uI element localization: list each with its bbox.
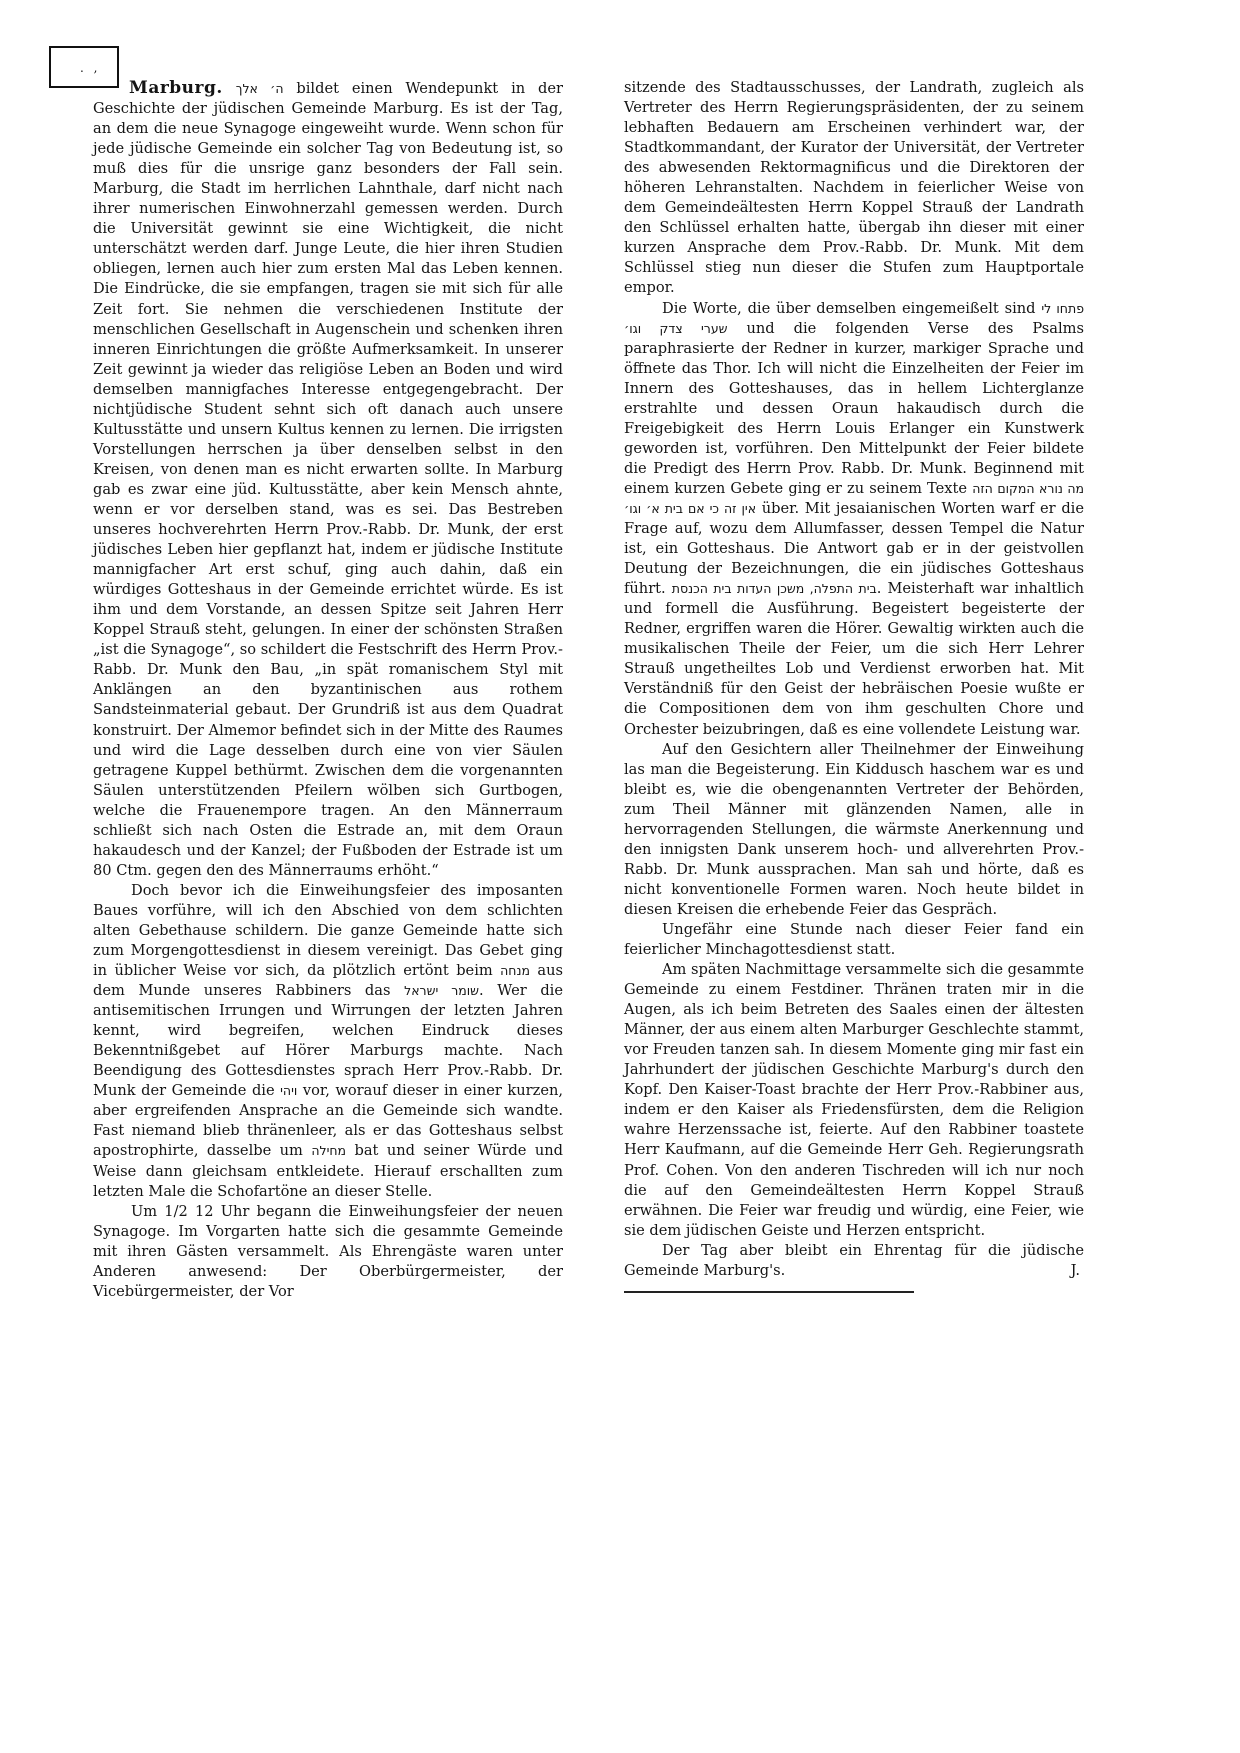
hebrew-word-1: מנחה xyxy=(500,963,530,979)
author-signature: J. xyxy=(1070,1261,1080,1279)
hebrew-phrase: ה׳ אלך xyxy=(235,81,284,96)
farewell-text-4: vor, worauf dieser in einer kurzen, aber ergreifenden Ansprache an die Gemeinde sich wandte. Fast niemand blieb thränenleer, als er das Gotteshaus selbst apostrophirte, dasselbe um xyxy=(93,1082,563,1160)
hebrew-word-4: מחילה xyxy=(311,1143,347,1159)
corner-mark: . , xyxy=(80,61,101,75)
sermon-text-3: über. Mit jesaianischen Worten warf er die Frage auf, wozu dem Allumfasser, dessen Tempel die Natur ist, ein Gotteshaus. Die Antwort gab er in der geistvollen Deutung der Bezeichnungen, die ein jüdisches Gotteshaus führt. xyxy=(624,499,1084,598)
hebrew-verse-2: מה נורא המקום הזה אין זה כי אם בית א׳ וגו׳ xyxy=(624,480,1085,516)
end-rule xyxy=(624,1291,914,1293)
hebrew-word-2: שומר ישראל xyxy=(404,983,480,999)
farewell-text-3: . Wer die antisemitischen Irrungen und Wirrungen der letzten Jahren kennt, wird begreifen, welchen Eindruck dieses Bekenntnißgebet auf Hörer Marburgs machte. Nach Beendigung des Gottesdienstes sprach Herr Prov.-Rabb. Dr. Munk der Gemeinde die xyxy=(93,982,563,1100)
festdiner-paragraph: Am späten Nachmittage versammelte sich die gesammte Gemeinde zu einem Festdiner. Thränen traten mir in die Augen, als ich beim Betreten des Saales einen der ältesten Männer, der aus einem alten Marburger Geschlechte stammt, vor Freuden tanzen sah. In diesem Momente ging mir fast ein Jahrhundert der jüdischen Geschichte Marburg's durch den Kopf. Den Kaiser-Toast brachte der Herr Prov.-Rabbiner aus, indem er den Kaiser als Friedensfürsten, dem die Religion wahre Herzenssache ist, feierte. Auf den Rabbiner toastete Herr Kaufmann, auf die Gemeinde Herr Geh. Regierungsrath Prof. Cohen. Von den anderen Tischreden will ich nur noch die auf den Gemeindeältesten Herrn Koppel Strauß erwähnen. Die Feier war freudig und würdig, eine Feier, wie sie dem jüdischen Geiste und Herzen entspricht. xyxy=(624,961,1084,1239)
opening-paragraph-text: bildet einen Wendepunkt in der Geschichte der jüdischen Gemeinde Marburg. Es ist der Tag, an dem die neue Synagoge eingeweiht wurde. Wenn schon für jede jüdische Gemeinde ein solcher Tag von Bedeutung ist, so muß dies für die unsrige ganz besonders der Fall sein. Marburg, die Stadt im herrlichen Lahnthale, darf nicht nach ihrer numerischen Einwohnerzahl gemessen werden. Durch die Universität gewinnt sie eine Wichtigkeit, die nicht unterschätzt werden darf. Junge Leute, die hier ihren Studien obliegen, lernen auch hier zum ersten Mal das Leben kennen. Die Eindrücke, die sie empfangen, tragen sie mit sich für alle Zeit fort. Sie nehmen die verschiedenen Institute der menschlichen Gesellschaft in Augenschein und schenken ihren inneren Einrichtungen die größte Aufmerksamkeit. In unserer Zeit gewinnt ja wieder das religiöse Leben an Boden und wird demselben mannigfaches Interesse entgegengebracht. Der nichtjüdische Student sehnt sich oft danach auch unsere Kultusstätte und unsern Kultus kennen zu lernen. Die irrigsten Vorstellungen herrschen ja über denselben selbst in den Kreisen, von denen man es nicht erwarten sollte. In Marburg gab es zwar eine jüd. Kultusstätte, aber kein Mensch ahnte, wenn er vor derselben stand, was es sei. Das Bestreben unseres hochverehrten Herrn Prov.-Rabb. Dr. Munk, der erst jüdisches Leben hier gepflanzt hat, indem er jüdische Institute mannigfacher Art erst schuf, ging auch dahin, daß ein würdiges Gotteshaus in der Gemeinde errichtet würde. Es ist ihm und dem Vorstande, an dessen Spitze seit Jahren Herr Koppel Strauß steht, gelungen. In einer der schönsten Straßen „ist die Synagoge“, so schildert die Festschrift des Herrn Prov.-Rabb. Dr. Munk den Bau, „in spät romanischem Styl mit Anklängen an den byzantinischen aus rothem Sandsteinmaterial gebaut. Der Grundriß ist aus dem Quadrat konstruirt. Der Almemor befindet sich in der Mitte des Raumes und wird die Lage desselben durch eine von vier Säulen getragene Kuppel bethürmt. Zwischen dem die vorgenannten Säulen unterstützenden Pfeilern wölben sich Gurtbogen, welche die Frauenempore tragen. An den Männerraum schließt sich nach Osten die Estrade an, mit dem Oraun hakaudesch und der Kanzel; der Fußboden der Estrade ist um 80 Ctm. gegen den des Männerraums erhöht.“ xyxy=(93,80,564,879)
hebrew-word-3: ויהי xyxy=(280,1083,298,1099)
farewell-paragraph xyxy=(93,881,563,1202)
mincha-paragraph: Ungefähr eine Stunde nach dieser Feier fand ein feierlicher Minchagottesdienst statt. xyxy=(624,920,1084,959)
ceremony-paragraph: Um 1/2 12 Uhr begann die Einweihungsfeier der neuen Synagoge. Im Vorgarten hatte sich die gesammte Gemeinde mit ihren Gästen versammelt. Als Ehrengäste waren unter Anderen anwesend: Der Oberbürgermeister, der Vicebürgermeister, der Vor xyxy=(93,1202,563,1300)
closing-paragraph: Der Tag aber bleibt ein Ehrentag für die jüdische Gemeinde Marburg's. xyxy=(624,1241,1084,1279)
farewell-text-1: Doch bevor ich die Einweihungsfeier des imposanten Baues vorführe, will ich den Abschied von dem schlichten alten Gebethause schildern. Die ganze Gemeinde hatte sich zum Morgengottesdienst in diesem vereinigt. Das Gebet ging in üblicher Weise vor sich, da plötzlich ertönt beim xyxy=(93,881,563,980)
farewell-text-2: aus dem Munde unseres Rabbiners das xyxy=(93,962,563,1000)
opening-paragraph xyxy=(93,78,563,881)
sermon-paragraph xyxy=(624,299,1084,740)
sermon-text-2: und die folgenden Verse des Psalms paraphrasierte der Redner in kurzer, markiger Sprache und öffnete das Thor. Ich will nicht die Einzelheiten der Feier im Innern des Gotteshauses, das in hellem Lichterglanze erstrahlte und dessen Oraun hakaudisch durch die Freigebigkeit des Herrn Louis Erlanger ein Kunstwerk geworden ist, vorführen. Den Mittelpunkt der Feier bildete die Predigt des Herrn Prov. Rabb. Dr. Munk. Beginnend mit einem kurzen Gebete ging er zu seinem Texte xyxy=(624,319,1084,497)
guests-paragraph: sitzende des Stadtausschusses, der Landrath, zugleich als Vertreter des Herrn Regierungspräsidenten, der zu seinem lebhaften Bedauern am Erscheinen verhindert war, der Stadtkommandant, der Kurator der Universität, der Vertreter des abwesenden Rektormagnificus und die Direktoren der höheren Lehranstalten. Nachdem in feierlicher Weise von dem Gemeindeältesten Herrn Koppel Strauß der Landrath den Schlüssel erhalten hatte, übergab ihn dieser mit einer kurzen Ansprache dem Prov.-Rabb. Dr. Munk. Mit dem Schlüssel stieg nun dieser die Stufen zum Hauptportale empor. xyxy=(624,79,1084,297)
sermon-text-1: Die Worte, die über demselben eingemeißelt sind xyxy=(662,299,1042,317)
place-heading: Marburg. xyxy=(129,78,223,98)
farewell-text-5: bat und seiner Würde und Weise dann gleichsam entkleidete. Hierauf erschallten zum letzten Male die Schofartöne an dieser Stelle. xyxy=(93,1142,563,1200)
enthusiasm-paragraph: Auf den Gesichtern aller Theilnehmer der Einweihung las man die Begeisterung. Ein Kiddusch haschem war es und bleibt es, wie die obengenannten Vertreter der Behörden, zum Theil Männer mit glänzenden Namen, alle in hervorragenden Stellungen, die wärmste Anerkennung und den innigsten Dank unserem hoch- und allverehrten Prov.-Rabb. Dr. Munk aussprachen. Man sah und hörte, daß es nicht konventionelle Formen waren. Noch heute bildet in diesen Kreisen die erhebende Feier das Gespräch. xyxy=(624,740,1084,918)
sermon-text-4: . Meisterhaft war inhaltlich und formell die Ausführung. Begeistert begeisterte der Redner, ergriffen waren die Hörer. Gewaltig wirkten auch die musikalischen Theile der Feier, um die sich Herr Lehrer Strauß ungetheiltes Lob und Verdienst erworben hat. Mit Verständniß für den Geist der hebräischen Poesie wußte er die Compositionen dem von ihm geschulten Chore und Orchester beizubringen, daß es eine vollendete Leistung war. xyxy=(624,580,1084,738)
right-column xyxy=(624,78,1084,1293)
left-column xyxy=(93,78,563,1302)
hebrew-verse-1: פתחו לי שערי צדק וגו׳ xyxy=(624,300,1085,336)
hebrew-verse-3: בית התפלה, משכן העדות בית הכנסת xyxy=(671,581,877,597)
